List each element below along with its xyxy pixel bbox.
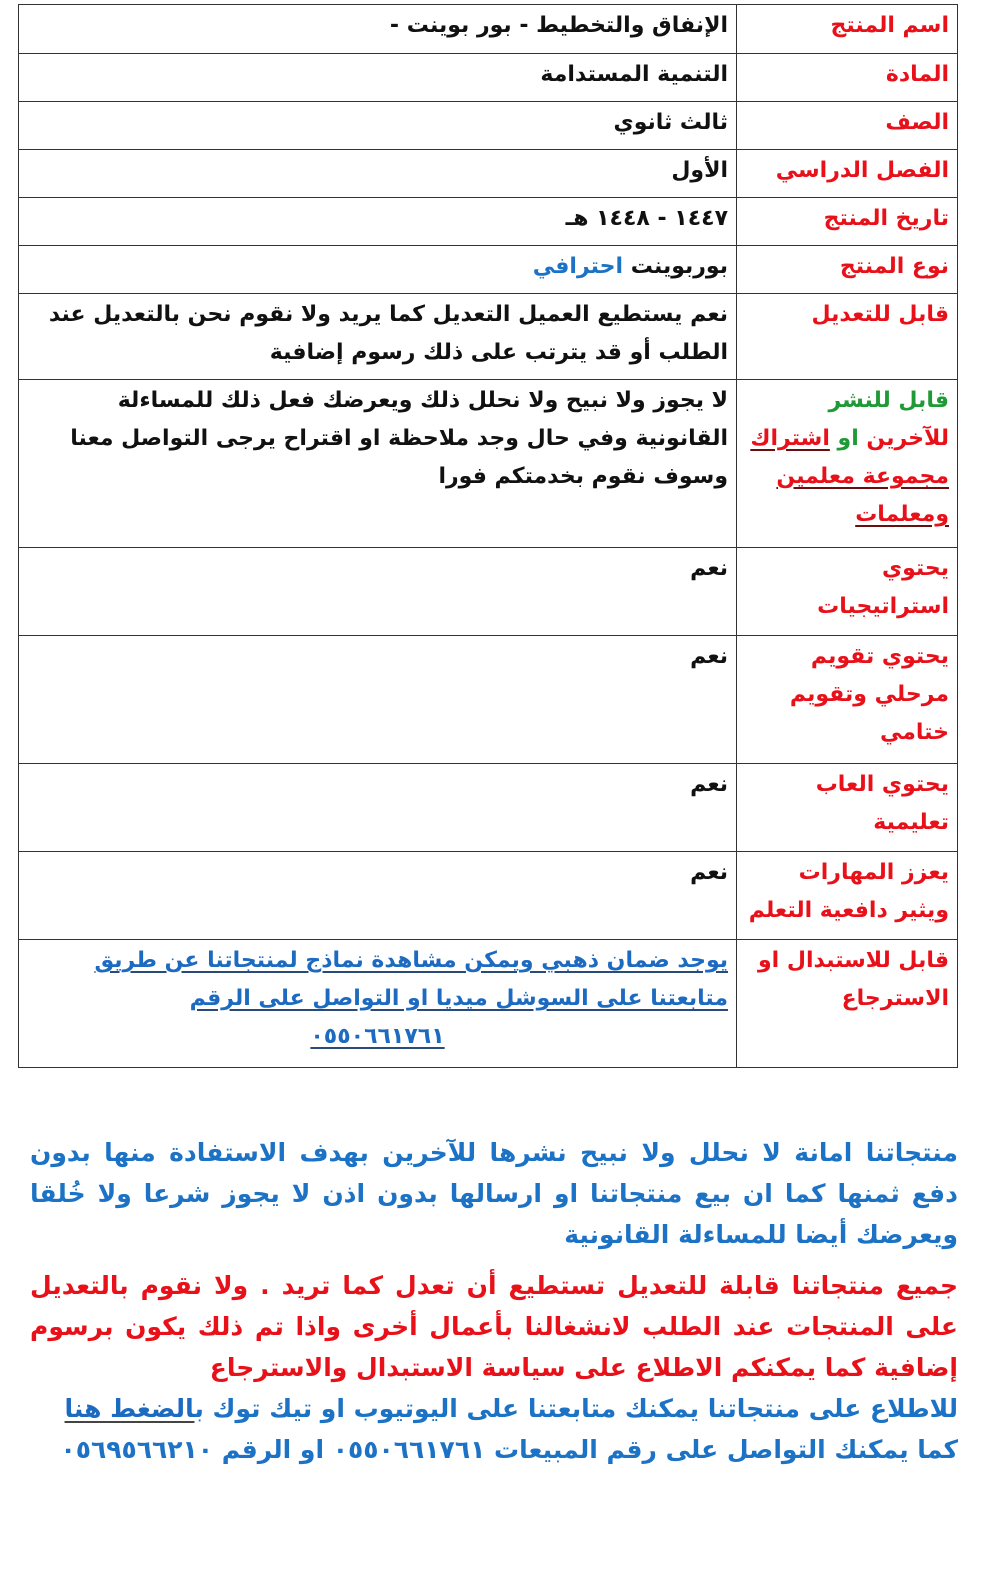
value-skills: نعم xyxy=(19,852,737,940)
table-row xyxy=(19,940,958,1068)
label-assessment-line-3: ختامي xyxy=(880,720,949,745)
label-assessment xyxy=(737,636,958,764)
label-assessment-line-2: مرحلي وتقويم xyxy=(789,682,949,707)
value-editable xyxy=(19,294,737,380)
table-row xyxy=(19,102,958,150)
label-publishable-or: او xyxy=(837,426,859,451)
table-row xyxy=(19,380,958,548)
editable-line-2: الطلب أو قد يترتب على ذلك رسوم إضافية xyxy=(269,340,728,365)
label-product-name: اسم المنتج xyxy=(737,5,958,54)
label-subject: المادة xyxy=(737,54,958,102)
table-row xyxy=(19,548,958,636)
value-product-name: الإنفاق والتخطيط - بور بوينت - xyxy=(19,5,737,54)
contact-notice: كما يمكنك التواصل على رقم المبيعات ٠٥٥٠٦٦١٧٦١ او الرقم ٠٥٦٩٥٦٦٢١٠ xyxy=(60,1435,958,1464)
publishable-line-1: لا يجوز ولا نبيح ولا نحلل ذلك ويعرضك فعل ذلك للمساءلة xyxy=(117,388,728,413)
publishable-line-2: القانونية وفي حال وجد ملاحظة او اقتراح يرجى التواصل معنا xyxy=(70,426,728,451)
rights-notice: منتجاتنا امانة لا نحلل ولا نبيح نشرها للآخرين بهدف الاستفادة منها بدون دفع ثمنها كما ان بيع منتجاتنا او ارسالها بدون اذن لا يجوز شرعا ولا خُلقا ويعرضك أيضا للمساءلة القانونية xyxy=(30,1138,958,1249)
teachers-female-link[interactable]: ومعلمات xyxy=(855,502,949,527)
label-assessment-line-1: يحتوي تقويم xyxy=(810,644,949,669)
label-publishable-red: للآخرين xyxy=(866,426,949,451)
value-grade: ثالث ثانوي xyxy=(19,102,737,150)
value-returnable xyxy=(19,940,737,1068)
label-returnable xyxy=(737,940,958,1068)
value-assessment: نعم xyxy=(19,636,737,764)
table-row xyxy=(19,150,958,198)
table-row xyxy=(19,764,958,852)
label-publishable xyxy=(737,380,958,548)
phone-link[interactable]: ٠٥٥٠٦٦١٧٦١ xyxy=(310,1024,445,1049)
editable-line-1: نعم يستطيع العميل التعديل كما يريد ولا نقوم نحن بالتعديل عند xyxy=(48,302,728,327)
label-strategies-line-1: يحتوي xyxy=(881,556,949,581)
product-type-accent: احترافي xyxy=(532,254,624,279)
label-editable: قابل للتعديل xyxy=(737,294,958,380)
teachers-group-link[interactable]: مجموعة معلمين xyxy=(776,464,949,489)
table-row xyxy=(19,54,958,102)
label-returnable-line-1: قابل للاستبدال او xyxy=(758,948,949,973)
subscription-link[interactable]: اشتراك xyxy=(750,426,830,451)
label-product-type: نوع المنتج xyxy=(737,246,958,294)
label-returnable-line-2: الاسترجاع xyxy=(841,986,949,1011)
value-subject: التنمية المستدامة xyxy=(19,54,737,102)
follow-text: للاطلاع على منتجاتنا يمكنك متابعتنا على اليوتيوب او تيك توك ب xyxy=(194,1394,958,1423)
label-product-date: تاريخ المنتج xyxy=(737,198,958,246)
table-row xyxy=(19,636,958,764)
label-grade: الصف xyxy=(737,102,958,150)
click-here-link[interactable]: الضغط هنا xyxy=(64,1394,195,1423)
value-semester: الأول xyxy=(19,150,737,198)
table-row xyxy=(19,294,958,380)
label-publishable-green: قابل للنشر xyxy=(828,388,949,413)
label-skills-line-1: يعزز المهارات xyxy=(798,860,949,885)
value-product-type xyxy=(19,246,737,294)
guarantee-link-line-2[interactable]: متابعتنا على السوشل ميديا او التواصل على الرقم xyxy=(189,986,728,1011)
publishable-line-3: وسوف نقوم بخدمتكم فورا xyxy=(438,464,728,489)
table-row xyxy=(19,852,958,940)
label-games-line-1: يحتوي العاب xyxy=(815,772,949,797)
follow-notice xyxy=(30,1388,958,1429)
label-strategies-line-2: استراتيجيات xyxy=(817,594,949,619)
value-games: نعم xyxy=(19,764,737,852)
label-strategies xyxy=(737,548,958,636)
label-games-line-2: تعليمية xyxy=(873,810,949,835)
value-product-date: ١٤٤٧ - ١٤٤٨ هـ xyxy=(19,198,737,246)
product-type-main: بوربوينت xyxy=(630,254,728,279)
label-skills-line-2: ويثير دافعية التعلم xyxy=(748,898,949,923)
value-publishable xyxy=(19,380,737,548)
table-row xyxy=(19,5,958,54)
editing-notice: جميع منتجاتنا قابلة للتعديل تستطيع أن تعدل كما تريد . ولا نقوم بالتعديل على المنتجات عند الطلب لانشغالنا بأعمال أخرى واذا تم ذلك يكون برسوم إضافية كما يمكنكم الاطلاع على سياسة الاستبدال والاسترجاع xyxy=(30,1271,958,1382)
table-row xyxy=(19,246,958,294)
value-strategies: نعم xyxy=(19,548,737,636)
notes-section xyxy=(30,1132,958,1470)
label-semester: الفصل الدراسي xyxy=(737,150,958,198)
product-info-table xyxy=(18,4,958,1068)
label-skills xyxy=(737,852,958,940)
label-games xyxy=(737,764,958,852)
guarantee-link-line-1[interactable]: يوجد ضمان ذهبي ويمكن مشاهدة نماذج لمنتجاتنا عن طريق xyxy=(94,948,728,973)
table-row xyxy=(19,198,958,246)
